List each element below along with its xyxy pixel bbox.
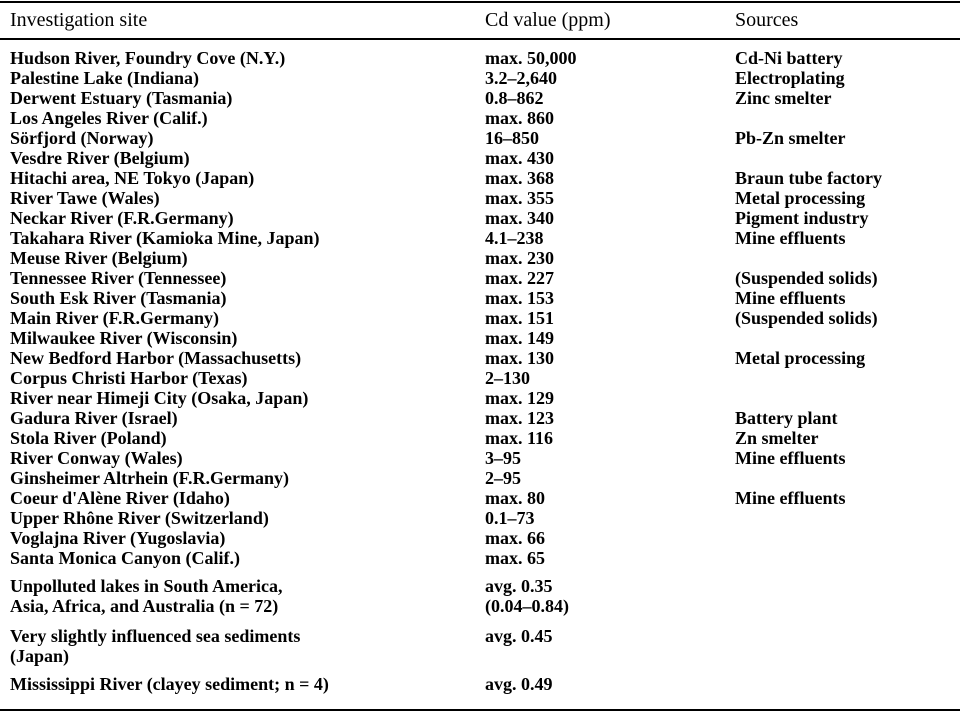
table-row xyxy=(10,528,955,548)
source-cell: Pb-Zn smelter xyxy=(735,128,846,148)
source-cell: Mine effluents xyxy=(735,488,846,508)
source-cell: Mine effluents xyxy=(735,288,846,308)
source-cell xyxy=(735,368,955,388)
site-cell-line: Asia, Africa, and Australia (n = 72) xyxy=(10,596,279,616)
cd-value-cell: 4.1–238 xyxy=(485,228,544,248)
source-cell: Zn smelter xyxy=(735,428,819,448)
table-row xyxy=(10,548,955,568)
cd-value-cell: max. 66 xyxy=(485,528,545,548)
table-row xyxy=(10,248,955,268)
site-cell: Gadura River (Israel) xyxy=(10,408,178,428)
table-row xyxy=(10,128,955,148)
source-cell: Braun tube factory xyxy=(735,168,882,188)
table-row xyxy=(10,288,955,308)
source-cell: (Suspended solids) xyxy=(735,268,878,288)
cd-value-cell: max. 368 xyxy=(485,168,554,188)
table-row xyxy=(10,348,955,368)
cd-value-cell: max. 123 xyxy=(485,408,554,428)
cd-value-cell-line: (0.04–0.84) xyxy=(485,596,569,616)
cd-value-cell: max. 116 xyxy=(485,428,554,448)
site-cell: Vesdre River (Belgium) xyxy=(10,148,190,168)
site-cell: Tennessee River (Tennessee) xyxy=(10,268,227,288)
table-row xyxy=(10,168,955,188)
cd-value-cell xyxy=(485,618,735,668)
cd-value-cell: 0.1–73 xyxy=(485,508,535,528)
cd-value-cell xyxy=(485,568,735,618)
cd-value-cell: max. 129 xyxy=(485,388,554,408)
header-investigation-site: Investigation site xyxy=(10,9,148,31)
site-cell-line: Unpolluted lakes in South America, xyxy=(10,576,283,596)
group-row xyxy=(10,668,955,696)
table-row xyxy=(10,488,955,508)
site-cell: Coeur d'Alène River (Idaho) xyxy=(10,488,230,508)
table-row xyxy=(10,448,955,468)
source-cell xyxy=(735,668,955,696)
site-cell xyxy=(10,568,485,618)
cd-value-cell: max. 80 xyxy=(485,488,545,508)
cd-value-cell: max. 130 xyxy=(485,348,554,368)
site-cell-line: Mississippi River (clayey sediment; n = 4) xyxy=(10,674,329,694)
site-cell: New Bedford Harbor (Massachusetts) xyxy=(10,348,302,368)
cd-value-cell: 0.8–862 xyxy=(485,88,544,108)
source-cell xyxy=(735,568,955,618)
site-cell: Sörfjord (Norway) xyxy=(10,128,154,148)
table-row xyxy=(10,428,955,448)
site-cell: Neckar River (F.R.Germany) xyxy=(10,208,234,228)
source-cell: Metal processing xyxy=(735,348,866,368)
source-cell xyxy=(735,508,955,528)
source-cell xyxy=(735,468,955,488)
source-cell xyxy=(735,388,955,408)
site-cell: Corpus Christi Harbor (Texas) xyxy=(10,368,248,388)
table-row xyxy=(10,108,955,128)
table-row xyxy=(10,508,955,528)
source-cell: Pigment industry xyxy=(735,208,869,228)
cd-value-cell: max. 340 xyxy=(485,208,554,228)
site-cell: Takahara River (Kamioka Mine, Japan) xyxy=(10,228,320,248)
source-cell: (Suspended solids) xyxy=(735,308,878,328)
table-row xyxy=(10,208,955,228)
site-cell: Milwaukee River (Wisconsin) xyxy=(10,328,238,348)
source-cell: Battery plant xyxy=(735,408,838,428)
site-cell: River Tawe (Wales) xyxy=(10,188,160,208)
table-row xyxy=(10,40,955,68)
source-cell xyxy=(735,528,955,548)
site-cell: Stola River (Poland) xyxy=(10,428,167,448)
source-cell: Cd-Ni battery xyxy=(735,48,843,68)
source-cell: Metal processing xyxy=(735,188,866,208)
source-cell xyxy=(735,328,955,348)
table-row xyxy=(10,228,955,248)
cd-value-cell-line: avg. 0.45 xyxy=(485,626,553,646)
cd-value-cell: 2–130 xyxy=(485,368,530,388)
table-row xyxy=(10,468,955,488)
site-cell-line: (Japan) xyxy=(10,646,70,666)
cd-value-cell-line: avg. 0.35 xyxy=(485,576,553,596)
bottom-rule xyxy=(0,709,960,711)
site-cell: Main River (F.R.Germany) xyxy=(10,308,219,328)
site-cell-line: Very slightly influenced sea sediments xyxy=(10,626,301,646)
cd-value-cell: 2–95 xyxy=(485,468,521,488)
cd-value-cell: max. 227 xyxy=(485,268,554,288)
site-cell xyxy=(10,618,485,668)
group-row xyxy=(10,618,955,668)
site-cell: Voglajna River (Yugoslavia) xyxy=(10,528,226,548)
cd-value-cell: max. 860 xyxy=(485,108,554,128)
header-row xyxy=(10,0,955,40)
header-cd-value: Cd value (ppm) xyxy=(485,9,611,31)
table-row xyxy=(10,308,955,328)
group-row xyxy=(10,568,955,618)
cd-value-cell: 3–95 xyxy=(485,448,521,468)
cd-value-cell: max. 230 xyxy=(485,248,554,268)
cd-value-cell: max. 65 xyxy=(485,548,545,568)
source-cell: Mine effluents xyxy=(735,228,846,248)
source-cell xyxy=(735,148,955,168)
source-cell: Mine effluents xyxy=(735,448,846,468)
source-cell xyxy=(735,248,955,268)
source-cell xyxy=(735,548,955,568)
site-cell: Los Angeles River (Calif.) xyxy=(10,108,208,128)
cadmium-table xyxy=(10,0,955,696)
source-cell xyxy=(735,108,955,128)
cd-value-cell: max. 149 xyxy=(485,328,554,348)
source-cell: Zinc smelter xyxy=(735,88,832,108)
table-row xyxy=(10,268,955,288)
cd-value-cell: max. 151 xyxy=(485,308,554,328)
site-cell: Derwent Estuary (Tasmania) xyxy=(10,88,233,108)
table-row xyxy=(10,68,955,88)
site-cell: South Esk River (Tasmania) xyxy=(10,288,227,308)
table-row xyxy=(10,88,955,108)
table-row xyxy=(10,328,955,348)
site-cell: Upper Rhône River (Switzerland) xyxy=(10,508,269,528)
site-cell: Hudson River, Foundry Cove (N.Y.) xyxy=(10,48,286,68)
site-cell: Palestine Lake (Indiana) xyxy=(10,68,200,88)
header-sources: Sources xyxy=(735,9,799,31)
cd-value-cell-line: avg. 0.49 xyxy=(485,674,553,694)
cd-value-cell: 3.2–2,640 xyxy=(485,68,557,88)
table-row xyxy=(10,148,955,168)
site-cell: Hitachi area, NE Tokyo (Japan) xyxy=(10,168,255,188)
site-cell: Santa Monica Canyon (Calif.) xyxy=(10,548,241,568)
source-cell: Electroplating xyxy=(735,68,845,88)
site-cell: River near Himeji City (Osaka, Japan) xyxy=(10,388,309,408)
table-row xyxy=(10,408,955,428)
cd-value-cell: max. 153 xyxy=(485,288,554,308)
site-cell: Meuse River (Belgium) xyxy=(10,248,188,268)
source-cell xyxy=(735,618,955,668)
table-row xyxy=(10,188,955,208)
site-cell: River Conway (Wales) xyxy=(10,448,183,468)
site-cell xyxy=(10,668,485,696)
cd-value-cell: 16–850 xyxy=(485,128,539,148)
site-cell: Ginsheimer Altrhein (F.R.Germany) xyxy=(10,468,289,488)
cd-value-cell: max. 355 xyxy=(485,188,554,208)
table-row xyxy=(10,388,955,408)
cd-value-cell: max. 430 xyxy=(485,148,554,168)
table-row xyxy=(10,368,955,388)
cd-value-cell xyxy=(485,668,735,696)
cd-value-cell: max. 50,000 xyxy=(485,48,577,68)
